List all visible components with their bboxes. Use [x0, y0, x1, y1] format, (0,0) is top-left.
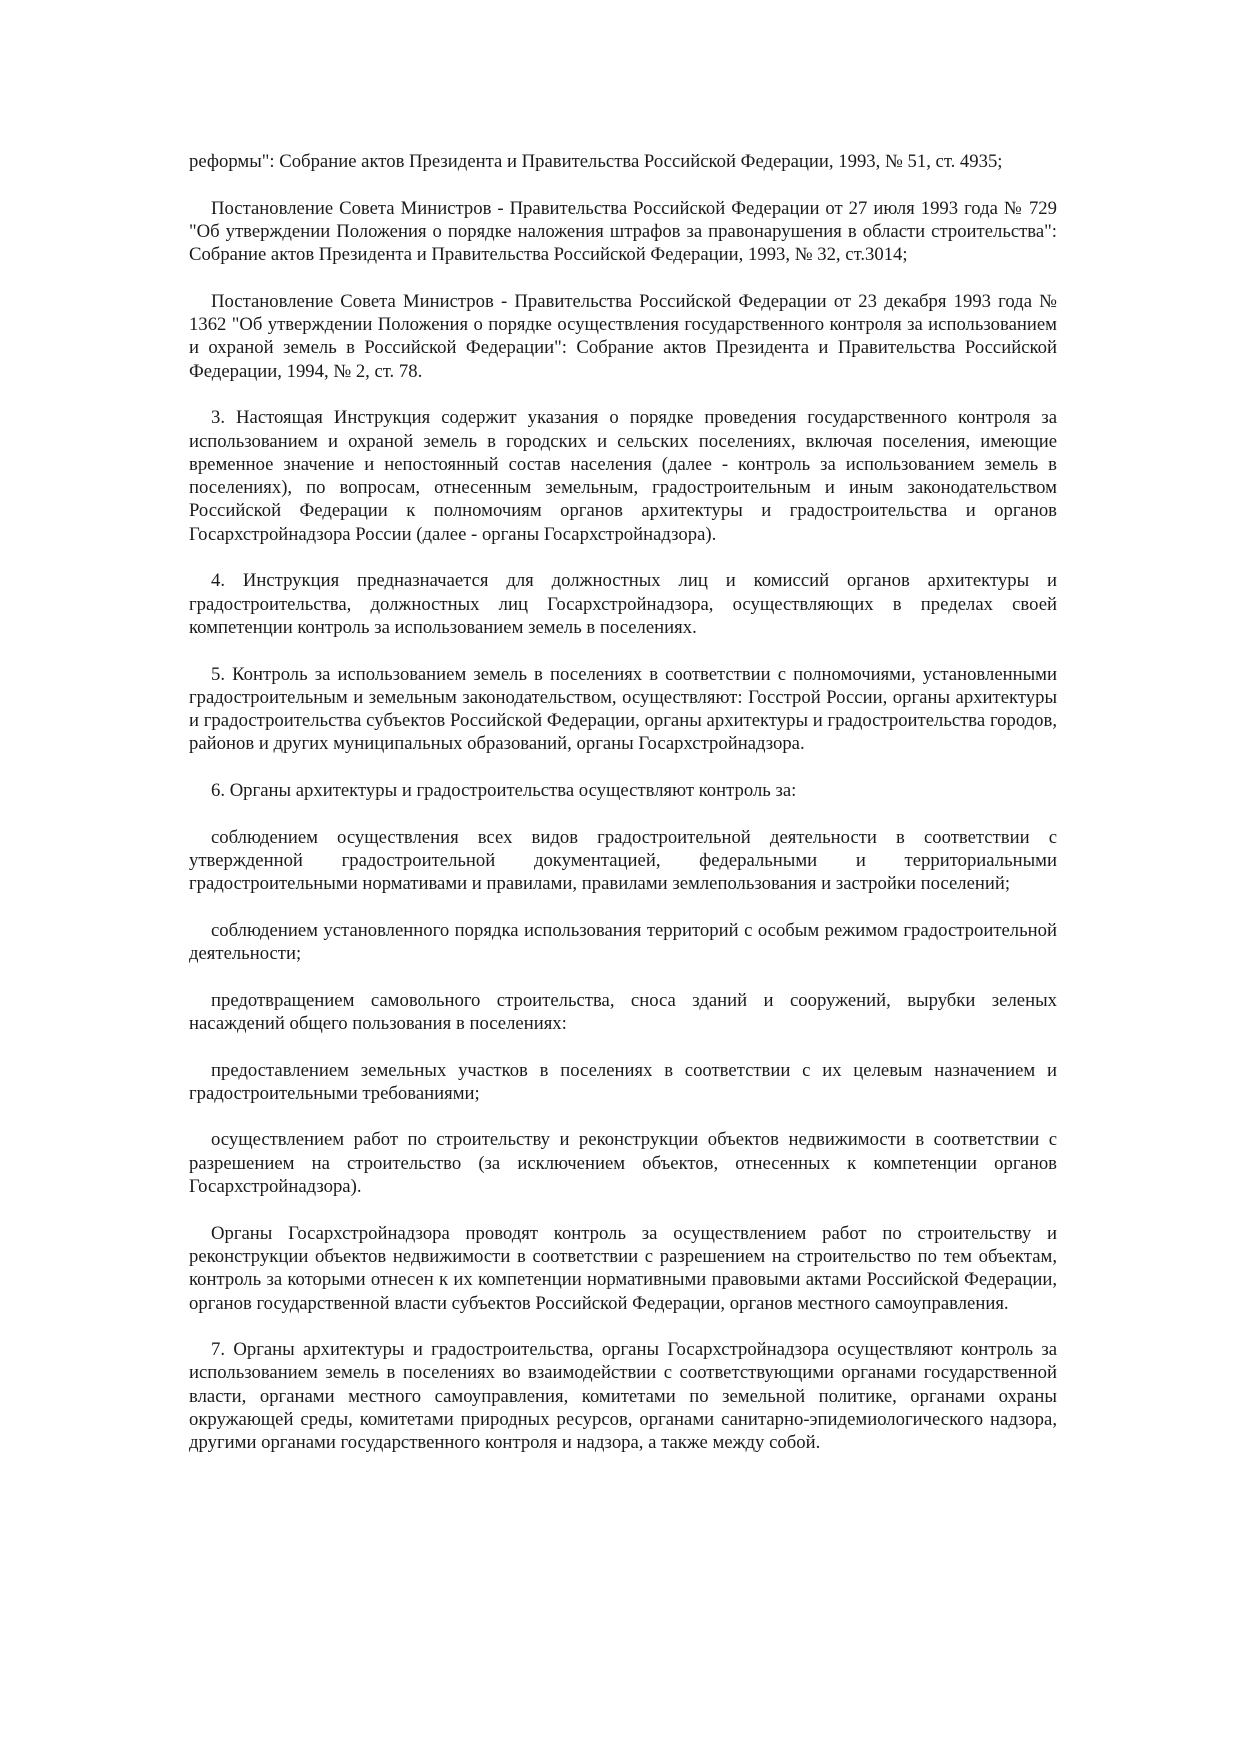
paragraph-item-7: 7. Органы архитектуры и градостроительства, органы Госархстройнадзора осуществляют контроль за использованием земель в поселениях во взаимодействии с соответствующими органами государственной власти, органами местного самоуправления, комитетами по земельной политике, органами охраны окружающей среды, комитетами природных ресурсов, органами санитарно-эпидемиологического надзора, другими органами государственного контроля и надзора, а также между собой. [189, 1339, 1057, 1454]
paragraph-decree-1362: Постановление Совета Министров - Правительства Российской Федерации от 23 декабря 1993 года № 1362 "Об утверждении Положения о порядке осуществления государственного контроля за использованием и охраной земель в Российской Федерации": Собрание актов Президента и Правительства Российской Федерации, 1994, № 2, ст. 78. [189, 290, 1057, 382]
paragraph-control-3: предотвращением самовольного строительства, сноса зданий и сооружений, вырубки зеленых насаждений общего пользования в поселениях: [189, 989, 1057, 1034]
paragraph-control-5: осуществлением работ по строительству и реконструкции объектов недвижимости в соответствии с разрешением на строительство (за исключением объектов, отнесенных к компетенции органов Госархстройнадзора). [189, 1129, 1057, 1198]
paragraph-item-3: 3. Настоящая Инструкция содержит указания о порядке проведения государственного контроля за использованием и охраной земель в городских и сельских поселениях, включая поселения, имеющие временное значение и непостоянный состав населения (далее - контроль за использованием земель в поселениях), по вопросам, отнесенным земельным, градостроительным и иным законодательством Российской Федерации к полномочиям органов архитектуры и градостроительства и органов Госархстройнадзора России (далее - органы Госархстройнадзора). [189, 407, 1057, 545]
paragraph-item-5: 5. Контроль за использованием земель в поселениях в соответствии с полномочиями, установленными градостроительным и земельным законодательством, осуществляют: Госстрой России, органы архитектуры и градостроительства субъектов Российской Федерации, органы архитектуры и градостроительства городов, районов и других муниципальных образований, органы Госархстройнадзора. [189, 663, 1057, 755]
paragraph-continuation: реформы": Собрание актов Президента и Правительства Российской Федерации, 1993, № 51, ст. 4935; [189, 151, 1003, 172]
paragraph-control-4: предоставлением земельных участков в поселениях в соответствии с их целевым назначением и градостроительными требованиями; [189, 1059, 1057, 1104]
paragraph-gosarkhstroinadzor: Органы Госархстройнадзора проводят контроль за осуществлением работ по строительству и реконструкции объектов недвижимости в соответствии с разрешением на строительство по тем объектам, контроль за которыми отнесен к их компетенции нормативными правовыми актами Российской Федерации, органов государственной власти субъектов Российской Федерации, органов местного самоуправления. [189, 1222, 1057, 1314]
paragraph-item-6: 6. Органы архитектуры и градостроительства осуществляют контроль за: [211, 780, 797, 802]
paragraph-decree-729: Постановление Совета Министров - Правительства Российской Федерации от 27 июля 1993 года № 729 "Об утверждении Положения о порядке наложения штрафов за правонарушения в области строительства": Собрание актов Президента и Правительства Российской Федерации, 1993, № 32, ст.3014; [189, 197, 1057, 266]
paragraph-item-4: 4. Инструкция предназначается для должностных лиц и комиссий органов архитектуры и градостроительства, должностных лиц Госархстройнадзора, осуществляющих в пределах своей компетенции контроль за использованием земель в поселениях. [189, 570, 1057, 638]
paragraph-control-2: соблюдением установленного порядка использования территорий с особым режимом градостроительной деятельности; [189, 919, 1057, 965]
document-body [189, 150, 1057, 1478]
paragraph-control-1: соблюдением осуществления всех видов градостроительной деятельности в соответствии с утвержденной градостроительной документацией, федеральными и территориальными градостроительными нормативами и правилами, правилами землепользования и застройки поселений; [189, 826, 1057, 895]
